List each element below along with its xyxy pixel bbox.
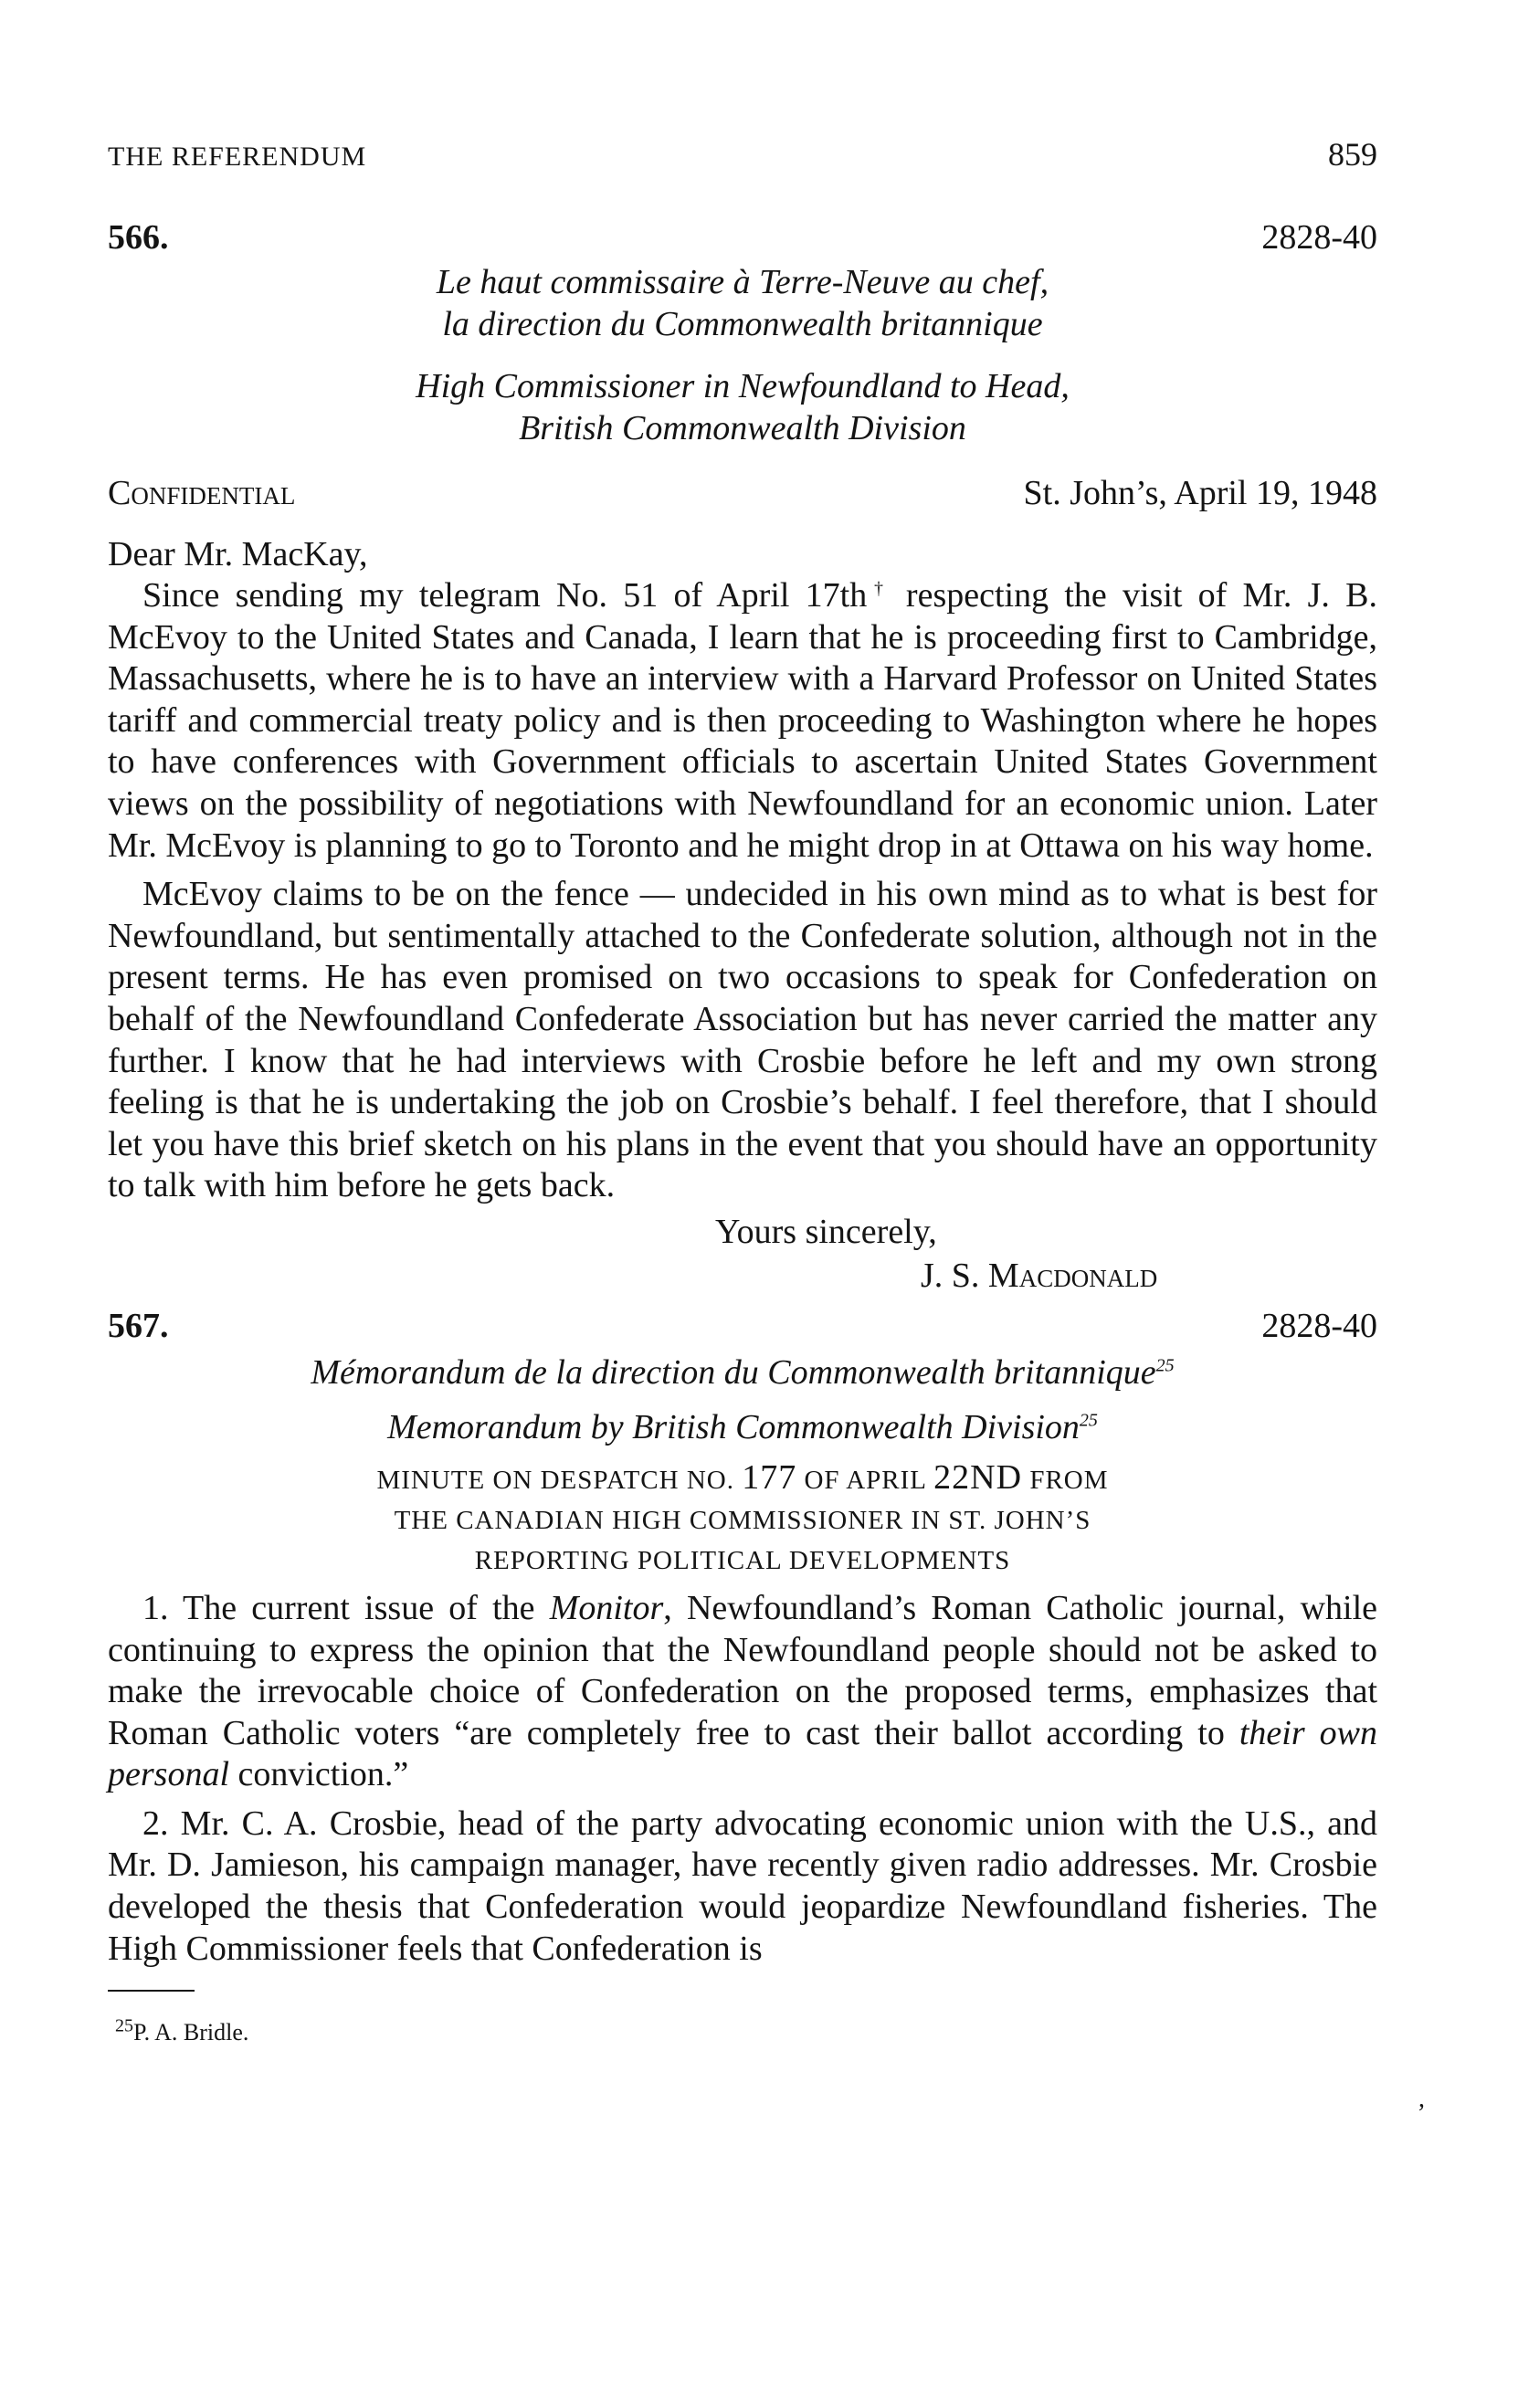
running-head <box>108 135 1377 174</box>
minute-line-2: THE CANADIAN HIGH COMMISSIONER IN ST. JOHN’S <box>394 1505 1091 1535</box>
heading-english-line-2: British Commonwealth Division <box>519 409 966 447</box>
document-566-header <box>108 217 1377 258</box>
document-566-heading <box>108 261 1377 449</box>
footnote-reference: 25 <box>1155 1355 1175 1376</box>
heading-french-line-1: Le haut commissaire à Terre-Neuve au chef, <box>436 263 1049 301</box>
file-reference: 2828-40 <box>1261 218 1377 257</box>
place-date: St. John’s, April 19, 1948 <box>1023 474 1377 512</box>
memo-title-english: Memorandum by British Commonwealth Division$^{25}$ <box>387 1407 1098 1446</box>
page <box>108 135 1377 2046</box>
document-number: 567. <box>108 1306 169 1345</box>
letter-paragraph-2: McEvoy claims to be on the fence — undecided in his own mind as to what is best for Newfoundland, but sentimentally attached to the Confederate solution, although not in the present terms. He has even promised on two occasions to speak for Confederation on behalf of the Newfoundland Confederate Association but has never carried the matter any further. I know that he had interviews with Crosbie before he left and my own strong feeling is that he is undertaking the job on Crosbie’s behalf. I feel therefore, that I should let you have this brief sketch on his plans in the event that you should have an opportunity to talk with him before he gets back. <box>108 875 1377 1205</box>
file-reference: 2828-40 <box>1261 1306 1377 1345</box>
complimentary-close: Yours sincerely, <box>715 1212 937 1251</box>
stray-mark: , <box>1418 2085 1425 2113</box>
letter-paragraph-1: Since sending my telegram No. 51 of April 17th† respecting the visit of Mr. J. B. McEvoy to the United States and Canada, I learn that he is proceeding first to Cambridge, Massachusetts, where he is to have an interview with a Harvard Professor on United States tariff and commercial treaty policy and is then proceeding to Washington where he hopes to have conferences with Government officials to ascertain United States Government views on the possibility of negotiations with Newfoundland for an economic union. Later Mr. McEvoy is planning to go to Toronto and he might drop in at Ottawa on his way home. <box>108 576 1377 865</box>
minute-heading <box>108 1457 1377 1581</box>
footnote-divider <box>108 1990 195 1992</box>
signature: J. S. Macdonald <box>921 1256 1158 1295</box>
document-number: 566. <box>108 218 169 257</box>
minute-line-1: MINUTE ON DESPATCH NO. 177 OF APRIL 22ND FROM <box>376 1457 1109 1497</box>
dagger-mark: † <box>867 578 891 599</box>
memo-item-2: 2. Mr. C. A. Crosbie, head of the party advocating economic union with the U.S., and Mr. D. Jamieson, his campaign manager, have recently given radio addresses. Mr. Crosbie developed the thesis that Confederation would jeopardize Newfoundland fisheries. The High Commissioner feels that Confederation is <box>108 1803 1377 1968</box>
document-567-header <box>108 1306 1377 1346</box>
classification-line <box>108 473 1377 513</box>
salutation: Dear Mr. MacKay, <box>108 535 368 573</box>
classification: Confidential <box>108 474 296 512</box>
footnote-text: P. A. Bridle. <box>133 2019 249 2046</box>
footnote-number: 25 <box>115 2015 133 2036</box>
footnote <box>115 2015 1377 2046</box>
letter-closing <box>108 1211 1377 1297</box>
heading-english-line-1: High Commissioner in Newfoundland to Head, <box>416 367 1070 405</box>
footnote-reference: 25 <box>1079 1410 1098 1431</box>
memo-title-french: Mémorandum de la direction du Commonwealth britannique$^{25}$ <box>311 1352 1175 1392</box>
heading-french-line-2: la direction du Commonwealth britannique <box>442 305 1043 343</box>
memo-item-1: 1. The current issue of the Monitor, Newfoundland’s Roman Catholic journal, while continuing to express the opinion that the Newfoundland people should not be asked to make the irrevocable choice of Confederation on the proposed terms, emphasizes that Roman Catholic voters “are completely free to cast their ballot according to their own personal conviction.” <box>108 1588 1377 1794</box>
running-head-title: THE REFERENDUM <box>108 142 367 172</box>
page-number: 859 <box>1328 136 1377 173</box>
minute-line-3: REPORTING POLITICAL DEVELOPMENTS <box>474 1545 1011 1575</box>
